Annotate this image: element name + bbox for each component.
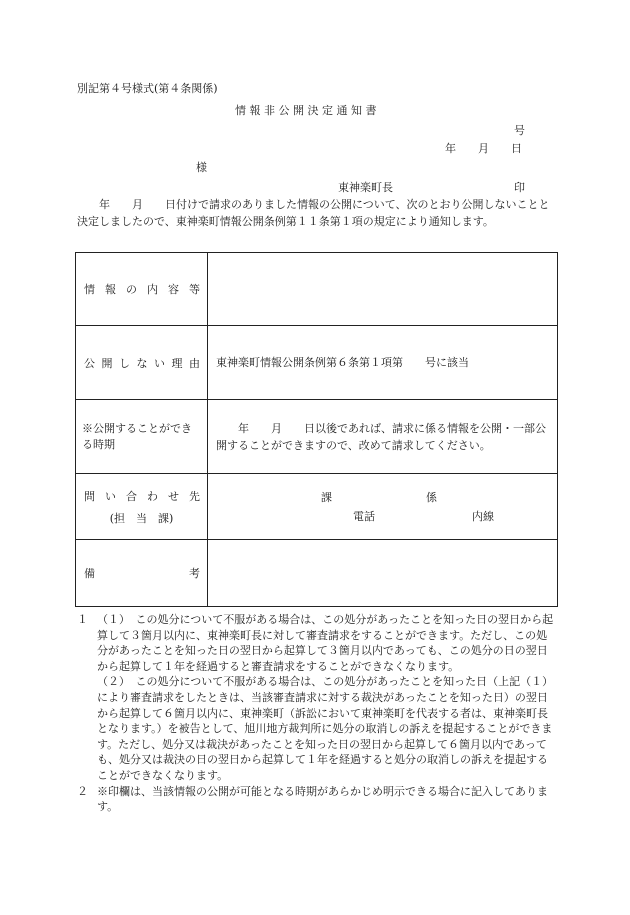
notes-section — [77, 612, 555, 815]
label-char-1-6: 由 — [189, 356, 200, 370]
remarks-label-right: 考 — [189, 567, 200, 580]
label-char-3-0: 問 — [84, 489, 95, 503]
label-char-0-5: 等 — [189, 283, 200, 296]
note-1-2-text: （２） この処分について不服がある場合は、この処分があったことを知った日（上記（１）により審査請求をしたときは、当該審査請求に対する裁決があったことを知った日）の翌日から起算して６箇月以内に、東神楽町（訴訟において東神楽町を代表する者は、東神楽町長となります。）を被告として、旭川地方裁判所に処分の取消しの訴えを提起することができます。ただし、処分又は裁決があったことを知った日の翌日から起算して６箇月以内であっても、処分又は裁決の日の翌日から起算して１年を経過すると処分の取消しの訴えを提起することができなくなります。 — [97, 675, 554, 782]
label-char-0-4: 容 — [168, 283, 179, 296]
disclosure-time-value: 年 月 日以後であれば、請求に係る情報を公開・一部公開することができますので、改めて請求してください。 — [216, 421, 546, 452]
label-char-1-4: い — [154, 356, 165, 370]
table-row-reason — [76, 326, 558, 400]
contact-dept-ka: 課 — [321, 491, 332, 504]
remarks-label — [76, 565, 207, 581]
note-2 — [77, 784, 555, 815]
document-title: 情 報 非 公 開 決 定 通 知 書 — [235, 104, 377, 117]
note-1-number: １ — [77, 613, 88, 626]
intro-paragraph: 年 月 日付けで請求のありました情報の公開について、次のとおり公開しないことと決定しましたので、東神楽町情報公開条例第１１条第１項の規定により通知します。 — [77, 198, 550, 228]
label-char-0-3: 内 — [147, 283, 158, 296]
label-char-1-3: な — [136, 356, 148, 370]
label-char-0-1: 報 — [105, 283, 116, 296]
content-label — [76, 281, 207, 297]
note-2-number: ２ — [77, 784, 88, 798]
note-2-text: ※印欄は、当該情報の公開が可能となる時期があらかじめ明示できる場合に記入してあります。 — [97, 784, 548, 814]
note-1 — [77, 612, 555, 674]
remarks-value — [208, 540, 558, 607]
notice-table — [75, 252, 558, 607]
addressee-suffix: 様 — [196, 161, 207, 174]
contact-dept-kakari: 係 — [426, 491, 437, 504]
disclosure-time-label: ※公開することができる時期 — [82, 421, 192, 451]
contact-extension-label: 内線 — [472, 510, 494, 523]
label-char-1-0: 公 — [84, 356, 95, 370]
label-char-1-2: し — [119, 356, 130, 370]
form-label: 別記第４号様式(第４条関係) — [77, 82, 218, 95]
contact-phone-label: 電話 — [353, 510, 375, 523]
contact-sublabel: (担 当 課) — [109, 511, 174, 525]
contact-label — [76, 488, 207, 504]
label-char-3-5: 先 — [189, 489, 200, 503]
note-1-1-text: （１） この処分について不服がある場合は、この処分があったことを知った日の翌日から起算して３箇月以内に、東神楽町長に対して審査請求をすることができます。ただし、この処分があったことを知った日の翌日から起算して３箇月以内であっても、この処分の日の翌日から起算して１年を経過すると審査請求をすることができなくなります。 — [97, 613, 554, 673]
reason-value: 東神楽町情報公開条例第６条第１項第 号に該当 — [216, 356, 469, 369]
table-row-disclosure-time — [76, 400, 558, 474]
label-char-1-1: 開 — [101, 356, 113, 370]
table-row-remarks — [76, 540, 558, 607]
label-char-3-2: 合 — [126, 489, 137, 503]
label-char-3-3: わ — [147, 489, 158, 503]
label-char-3-4: せ — [168, 489, 179, 503]
reason-label — [76, 355, 207, 371]
remarks-label-left: 備 — [84, 567, 95, 580]
content-value — [208, 253, 558, 326]
label-char-0-0: 情 — [84, 283, 95, 296]
label-char-1-5: 理 — [171, 356, 183, 370]
document-number-suffix: 号 — [514, 124, 525, 137]
table-row-content — [76, 253, 558, 326]
table-row-contact — [76, 474, 558, 540]
seal-mark: 印 — [514, 181, 525, 194]
document-date: 年 月 日 — [445, 142, 522, 155]
issuer-name: 東神楽町長 — [338, 181, 393, 194]
label-char-3-1: い — [105, 489, 116, 503]
label-char-0-2: の — [126, 283, 137, 296]
note-1-2 — [77, 674, 555, 783]
